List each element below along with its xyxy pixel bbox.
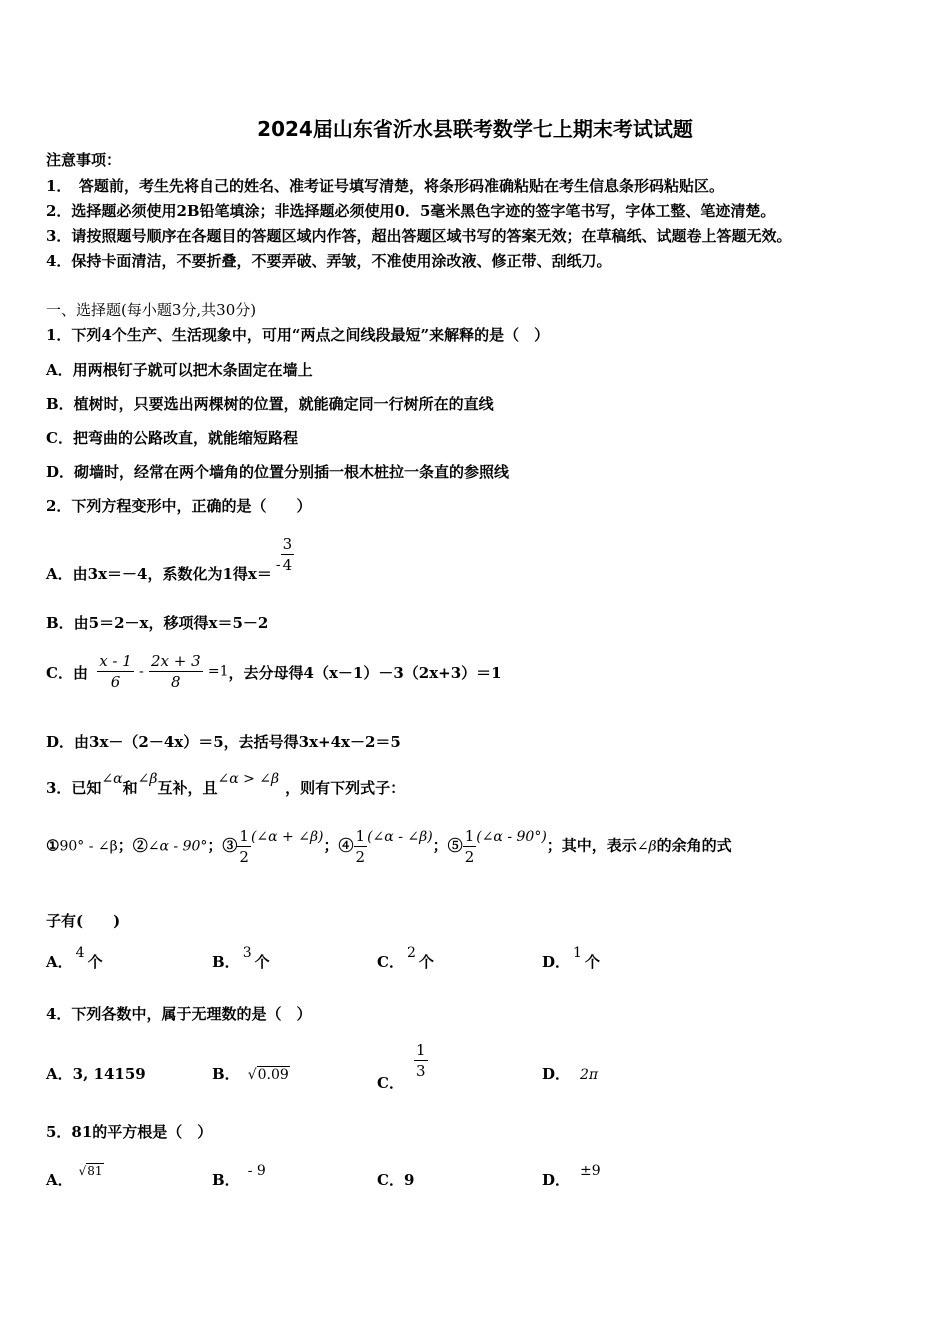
q3-option-a <box>46 945 103 973</box>
q3-e3-half-num: 1 <box>239 827 249 845</box>
q5-a-label: A． <box>46 1171 73 1189</box>
q2-c-f2-denominator: 8 <box>171 673 181 691</box>
q3-and: 和 <box>122 779 138 797</box>
q3-e5-mark: ；⑤ <box>432 836 463 855</box>
q2-a-text: A．由3x＝－4，系数化为1得x＝ <box>46 564 272 583</box>
q1-stem: 1．下列4个生产、生活现象中，可用“两点之间线段最短”来解释的是（ ） <box>46 326 550 344</box>
q3-pre: 3．已知 <box>46 779 102 797</box>
q5-b-value: - 9 <box>247 1163 266 1179</box>
q2-c-pre: C．由 <box>46 663 88 682</box>
q3-stem-continued: 子有( ) <box>46 912 121 930</box>
q4-option-b <box>212 1064 290 1085</box>
q5-option-a <box>46 1164 104 1191</box>
q1-option-d: D．砌墙时，经常在两个墙角的位置分别插一根木桩拉一条直的参照线 <box>46 463 510 481</box>
notice-item-1: 1． 答题前，考生先将自己的姓名、准考证号填写清楚，将条形码准确粘贴在考生信息条形码粘贴区。 <box>46 177 724 195</box>
q3-a-label: A． <box>46 953 73 971</box>
q3-c-value: 2 <box>406 945 416 961</box>
q3-e5-half <box>463 826 477 867</box>
q3-option-b <box>212 945 270 973</box>
q2-c-post: ，去分母得4（x－1）－3（2x+3）＝1 <box>228 663 502 682</box>
q3-e3-half <box>237 826 251 867</box>
q4-c-numerator: 1 <box>415 1041 426 1059</box>
q4-b-label: B． <box>212 1065 240 1083</box>
q2-c-minus: - <box>139 663 144 680</box>
q5-a-radicand: 81 <box>87 1164 103 1178</box>
q3-tail-beta: ∠β <box>636 838 657 855</box>
q3-e4-half-den: 2 <box>355 848 366 866</box>
q3-option-c <box>377 945 434 973</box>
q3-mid: 互补，且 <box>157 779 218 797</box>
q3-b-unit: 个 <box>254 953 270 971</box>
q3-c-unit: 个 <box>418 953 434 971</box>
q3-b-value: 3 <box>242 945 252 961</box>
q3-stem <box>46 771 406 799</box>
notice-item-4: 4．保持卡面清洁，不要折叠，不要弄破、弄皱，不准使用涂改液、修正带、刮纸刀。 <box>46 252 612 270</box>
q5-option-d <box>542 1163 601 1191</box>
q3-b-label: B． <box>212 953 240 971</box>
q5-a-sqrt: √81 <box>78 1164 103 1178</box>
q1-option-b: B．植树时，只要选出两棵树的位置，就能确定同一行树所在的直线 <box>46 395 494 413</box>
section-heading: 一、选择题(每小题3分,共30分) <box>46 301 257 319</box>
q4-stem: 4．下列各数中，属于无理数的是（ ） <box>46 1005 312 1023</box>
q1-option-c: C．把弯曲的公路改直，就能缩短路程 <box>46 429 298 447</box>
q2-a-numerator: 3 <box>282 535 293 553</box>
notice-item-2: 2．选择题必须使用2B铅笔填涂；非选择题必须使用0．5毫米黑色字迹的签字笔书写，字体工整、笔迹清楚。 <box>46 202 776 220</box>
q3-post: ，则有下列式子： <box>285 779 406 797</box>
q3-e3-mark: ；③ <box>207 836 238 855</box>
q4-c-denominator: 3 <box>415 1062 426 1080</box>
q4-option-a: A．3, 14159 <box>46 1065 146 1083</box>
q4-option-c <box>377 1040 428 1092</box>
q2-c-fraction-2 <box>149 651 203 692</box>
q2-a-fraction <box>281 534 295 575</box>
q3-e2: ∠α - 90° <box>147 838 208 855</box>
q3-e1-mark: ① <box>46 836 60 855</box>
q5-stem: 5．81的平方根是（ ） <box>46 1123 213 1141</box>
notice-item-3: 3．请按照题号顺序在各题目的答题区域内作答，超出答题区域书写的答案无效；在草稿纸、试题卷上答题无效。 <box>46 227 792 245</box>
q3-e2-mark: ；② <box>117 836 148 855</box>
q3-e3: (∠α + ∠β) <box>250 828 324 845</box>
q3-e4-half <box>354 826 368 867</box>
q5-d-label: D． <box>542 1171 571 1189</box>
q3-d-value: 1 <box>573 945 582 961</box>
q3-e4: (∠α - ∠β) <box>367 828 433 845</box>
q3-e3-half-den: 2 <box>239 848 249 866</box>
q3-e5-half-den: 2 <box>464 848 475 866</box>
q2-option-a <box>46 534 294 583</box>
q2-c-equals: =1 <box>207 663 229 680</box>
q5-b-label: B． <box>212 1171 240 1189</box>
q3-tail-post: 的余角的式 <box>656 836 732 855</box>
q4-b-radicand: 0.09 <box>257 1067 289 1083</box>
q2-c-f1-denominator: 6 <box>110 673 121 691</box>
q2-option-d: D．由3x－（2－4x）＝5，去括号得3x+4x－2＝5 <box>46 733 401 751</box>
q2-c-f1-numerator: x - 1 <box>99 652 132 670</box>
q3-a-value: 4 <box>75 945 85 961</box>
q5-option-b <box>212 1163 266 1191</box>
q3-tail-pre: ；其中，表示 <box>546 836 637 855</box>
q3-e5: (∠α - 90°) <box>476 828 547 845</box>
q4-d-value: 2π <box>580 1067 599 1083</box>
q3-beta: ∠β <box>137 771 158 787</box>
q3-e5-half-num: 1 <box>464 827 475 845</box>
q4-c-label: C． <box>377 1073 404 1092</box>
q2-a-sign: - <box>275 556 281 573</box>
q2-option-b: B．由5＝2－x，移项得x＝5－2 <box>46 614 269 632</box>
q2-stem: 2．下列方程变形中，正确的是（ ） <box>46 497 312 515</box>
q2-c-fraction-1 <box>97 651 134 692</box>
q4-c-fraction <box>414 1040 428 1081</box>
q3-option-d <box>542 945 600 973</box>
q3-a-unit: 个 <box>87 953 103 971</box>
q4-b-sqrt: √0.09 <box>247 1067 289 1083</box>
q3-expressions <box>46 826 732 867</box>
q3-inequality: ∠α > ∠β <box>217 771 280 787</box>
q4-option-d <box>542 1064 598 1085</box>
page-title: 2024届山东省沂水县联考数学七上期末考试试题 <box>257 117 693 141</box>
q3-e4-mark: ；④ <box>323 836 354 855</box>
q4-d-label: D． <box>542 1065 571 1083</box>
q2-option-c <box>46 651 502 692</box>
notice-heading: 注意事项： <box>46 151 122 169</box>
q3-e4-half-num: 1 <box>355 827 366 845</box>
q1-option-a: A．用两根钉子就可以把木条固定在墙上 <box>46 361 313 379</box>
q3-e1: 90° - ∠β <box>59 838 118 855</box>
q2-a-denominator: 4 <box>282 556 293 574</box>
q3-d-unit: 个 <box>584 953 600 971</box>
q5-d-value: ±9 <box>580 1163 601 1179</box>
q3-c-label: C． <box>377 953 404 971</box>
q2-c-f2-numerator: 2x + 3 <box>151 652 201 670</box>
q3-alpha: ∠α <box>101 771 123 787</box>
q3-d-label: D． <box>542 953 571 971</box>
q5-option-c: C．9 <box>377 1171 415 1189</box>
